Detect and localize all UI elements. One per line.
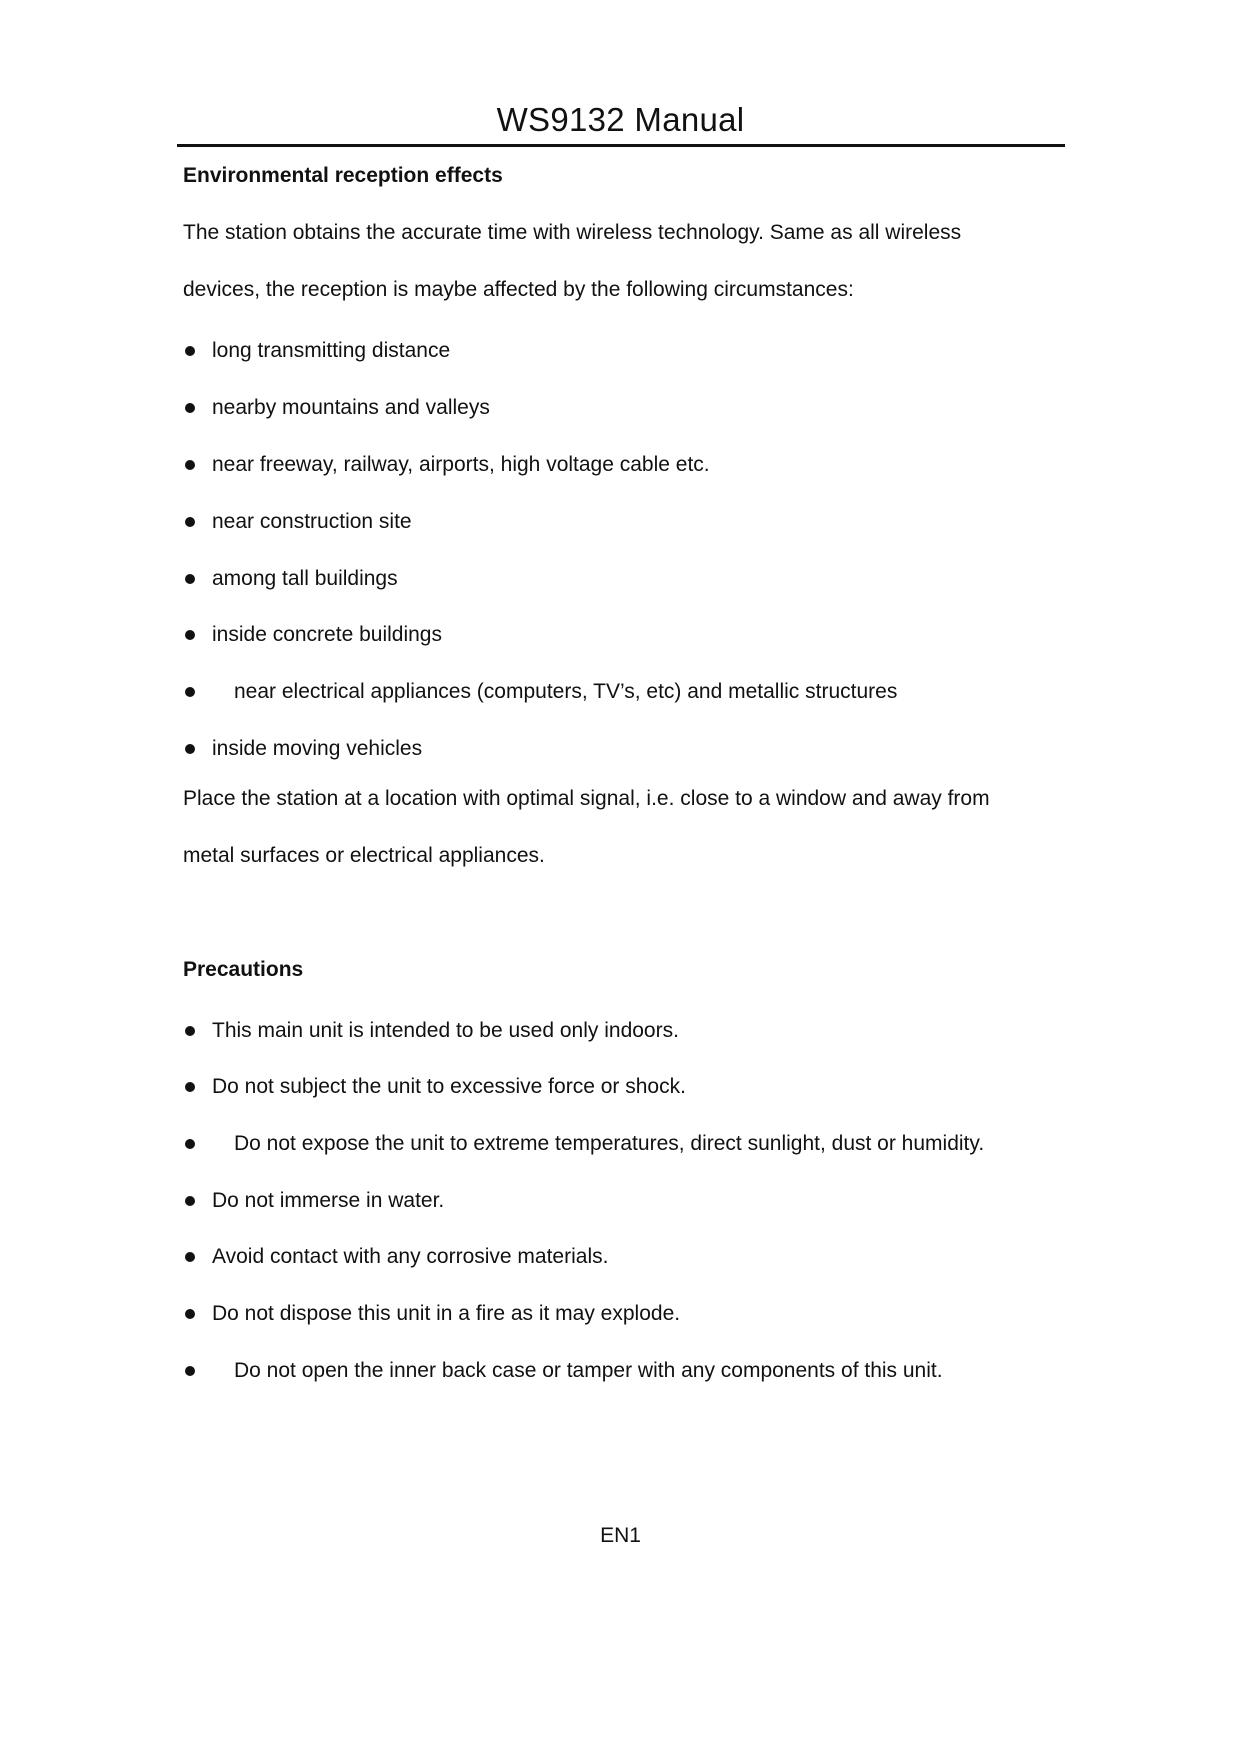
list-item-text: Do not dispose this unit in a fire as it may explode.	[212, 1302, 681, 1325]
section-heading-environmental: Environmental reception effects	[183, 164, 503, 187]
list-item-text: among tall buildings	[212, 567, 398, 590]
list-item-text: Do not open the inner back case or tamper with any components of this unit.	[234, 1359, 943, 1382]
bullet-icon	[185, 403, 195, 413]
header-divider	[177, 144, 1065, 147]
bullet-icon	[185, 1252, 195, 1262]
bullet-icon	[185, 1139, 195, 1149]
list-item-text: inside concrete buildings	[212, 623, 442, 646]
bullet-icon	[185, 460, 195, 470]
bullet-icon	[185, 1366, 195, 1376]
bullet-icon	[185, 1309, 195, 1319]
bullet-icon	[185, 574, 195, 584]
list-item-text: near construction site	[212, 510, 412, 533]
list-item-text: Do not immerse in water.	[212, 1189, 445, 1212]
intro-line: The station obtains the accurate time with wireless technology. Same as all wireless	[183, 221, 962, 244]
list-item-text: long transmitting distance	[212, 339, 451, 362]
list-item-text: near freeway, railway, airports, high voltage cable etc.	[212, 453, 710, 476]
bullet-icon	[185, 744, 195, 754]
intro-line: devices, the reception is maybe affected by the following circumstances:	[183, 278, 854, 301]
bullet-icon	[185, 1196, 195, 1206]
bullet-icon	[185, 1082, 195, 1092]
bullet-icon	[185, 1026, 195, 1036]
list-item-text: Do not subject the unit to excessive force or shock.	[212, 1075, 686, 1098]
page-number: EN1	[600, 1524, 641, 1547]
list-item-text: Do not expose the unit to extreme temperatures, direct sunlight, dust or humidity.	[234, 1132, 985, 1155]
list-item-text: near electrical appliances (computers, TV’s, etc) and metallic structures	[234, 680, 898, 703]
list-item-text: inside moving vehicles	[212, 737, 423, 760]
list-item-text: This main unit is intended to be used only indoors.	[212, 1019, 679, 1042]
list-item-text: nearby mountains and valleys	[212, 396, 490, 419]
bullet-icon	[185, 687, 195, 697]
bullet-icon	[185, 630, 195, 640]
outro-line: Place the station at a location with optimal signal, i.e. close to a window and away from	[183, 787, 990, 810]
bullet-icon	[185, 517, 195, 527]
page-title: WS9132 Manual	[496, 101, 745, 138]
section-heading-precautions: Precautions	[183, 958, 304, 981]
outro-line: metal surfaces or electrical appliances.	[183, 844, 545, 867]
bullet-icon	[185, 346, 195, 356]
list-item-text: Avoid contact with any corrosive materials.	[212, 1245, 609, 1268]
